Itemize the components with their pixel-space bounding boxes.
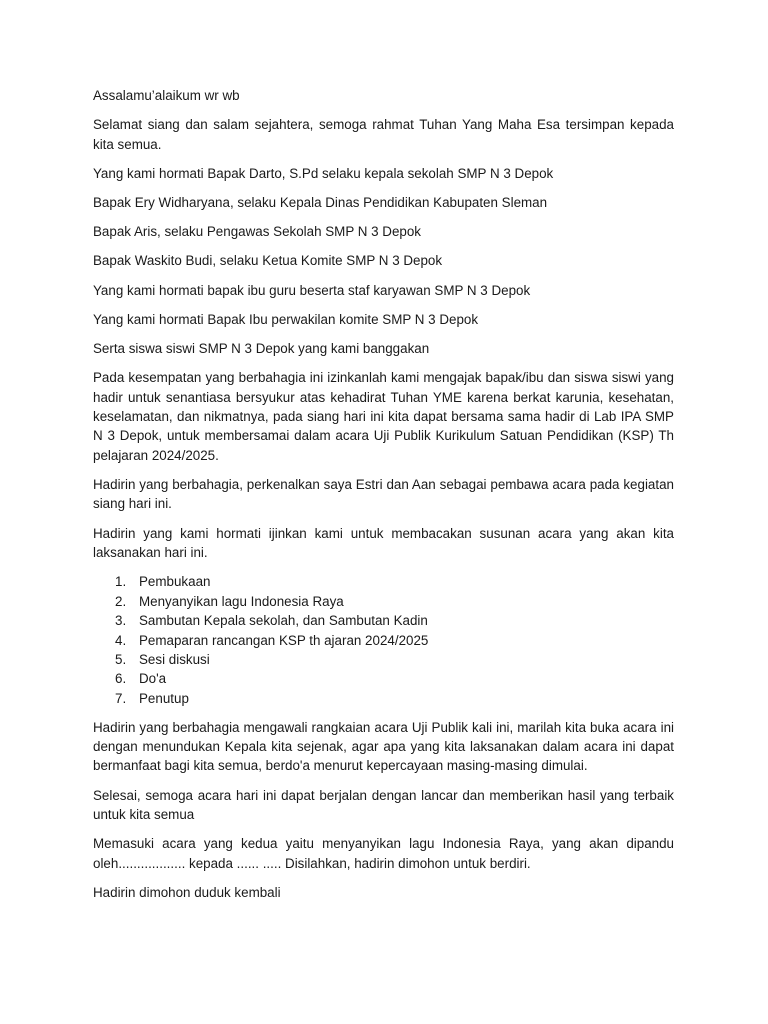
agenda-item <box>93 592 674 611</box>
honor-line-kepala-dinas: Bapak Ery Widharyana, selaku Kepala Dinas Pendidikan Kabupaten Sleman <box>93 195 548 211</box>
agenda-item-text: Pembukaan <box>139 574 211 590</box>
agenda-item <box>93 669 674 688</box>
agenda-item <box>93 631 674 650</box>
agenda-item-number: 3. <box>115 613 127 629</box>
opening-paragraph: Selamat siang dan salam sejahtera, semoga rahmat Tuhan Yang Maha Esa tersimpan kepada kita semua. <box>93 117 674 152</box>
intro-paragraph: Pada kesempatan yang berbahagia ini izinkanlah kami mengajak bapak/ibu dan siswa siswi yang hadir untuk senantiasa bersyukur atas kehadirat Tuhan YME karena berkat karunia, kesehatan, keselamatan, dan nikmatnya, pada siang hari ini kita dapat bersama sama hadir di Lab IPA SMP N 3 Depok, untuk membersamai dalam acara Uji Publik Kurikulum Satuan Pendidikan (KSP) Th pelajaran 2024/2025. <box>93 370 674 463</box>
anthem-paragraph: Memasuki acara yang kedua yaitu menyanyikan lagu Indonesia Raya, yang akan dipandu oleh.................. kepada ...... ..... Disilahkan, hadirin dimohon untuk berdiri. <box>93 836 674 871</box>
agenda-item-text: Menyanyikan lagu Indonesia Raya <box>139 593 344 609</box>
introduce-mc-paragraph: Hadirin yang berbahagia, perkenalkan saya Estri dan Aan sebagai pembawa acara pada kegiatan siang hari ini. <box>93 477 674 512</box>
agenda-item-number: 7. <box>115 690 127 706</box>
agenda-item <box>93 572 674 591</box>
agenda-item-text: Penutup <box>139 690 189 706</box>
agenda-item-number: 4. <box>115 632 127 648</box>
honor-line-ketua-komite: Bapak Waskito Budi, selaku Ketua Komite SMP N 3 Depok <box>93 253 443 269</box>
agenda-item <box>93 689 674 708</box>
honor-line-guru-staf: Yang kami hormati bapak ibu guru beserta staf karyawan SMP N 3 Depok <box>93 282 531 298</box>
agenda-item-text: Do'a <box>139 671 167 687</box>
honor-line-perwakilan-komite: Yang kami hormati Bapak Ibu perwakilan komite SMP N 3 Depok <box>93 311 479 327</box>
agenda-item-number: 2. <box>115 593 127 609</box>
agenda-item-text: Sambutan Kepala sekolah, dan Sambutan Kadin <box>139 613 428 629</box>
closing-wish-paragraph: Selesai, semoga acara hari ini dapat berjalan dengan lancar dan memberikan hasil yang terbaik untuk kita semua <box>93 787 674 823</box>
sit-down-line: Hadirin dimohon duduk kembali <box>93 884 281 900</box>
agenda-intro-paragraph: Hadirin yang kami hormati ijinkan kami untuk membacakan susunan acara yang akan kita laksanakan hari ini. <box>93 525 674 561</box>
greeting-line: Assalamu’alaikum wr wb <box>93 88 240 103</box>
agenda-item-text: Sesi diskusi <box>139 651 210 667</box>
agenda-item-number: 6. <box>115 671 127 687</box>
document-page <box>93 86 674 912</box>
honor-line-siswa: Serta siswa siswi SMP N 3 Depok yang kami banggakan <box>93 341 430 357</box>
agenda-item <box>93 650 674 669</box>
honor-line-pengawas: Bapak Aris, selaku Pengawas Sekolah SMP N 3 Depok <box>93 224 422 240</box>
honor-line-kepala-sekolah: Yang kami hormati Bapak Darto, S.Pd selaku kepala sekolah SMP N 3 Depok <box>93 165 554 181</box>
agenda-list <box>93 572 674 708</box>
agenda-item <box>93 611 674 630</box>
agenda-item-number: 1. <box>115 574 127 590</box>
prayer-paragraph: Hadirin yang berbahagia mengawali rangkaian acara Uji Publik kali ini, marilah kita buka acara ini dengan menundukan Kepala kita sejenak, agar apa yang kita laksanakan dalam acara ini dapat bermanfaat bagi kita semua, berdo'a menurut kepercayaan masing-masing dimulai. <box>93 719 674 774</box>
agenda-item-text: Pemaparan rancangan KSP th ajaran 2024/2025 <box>139 632 429 648</box>
agenda-item-number: 5. <box>115 651 127 667</box>
